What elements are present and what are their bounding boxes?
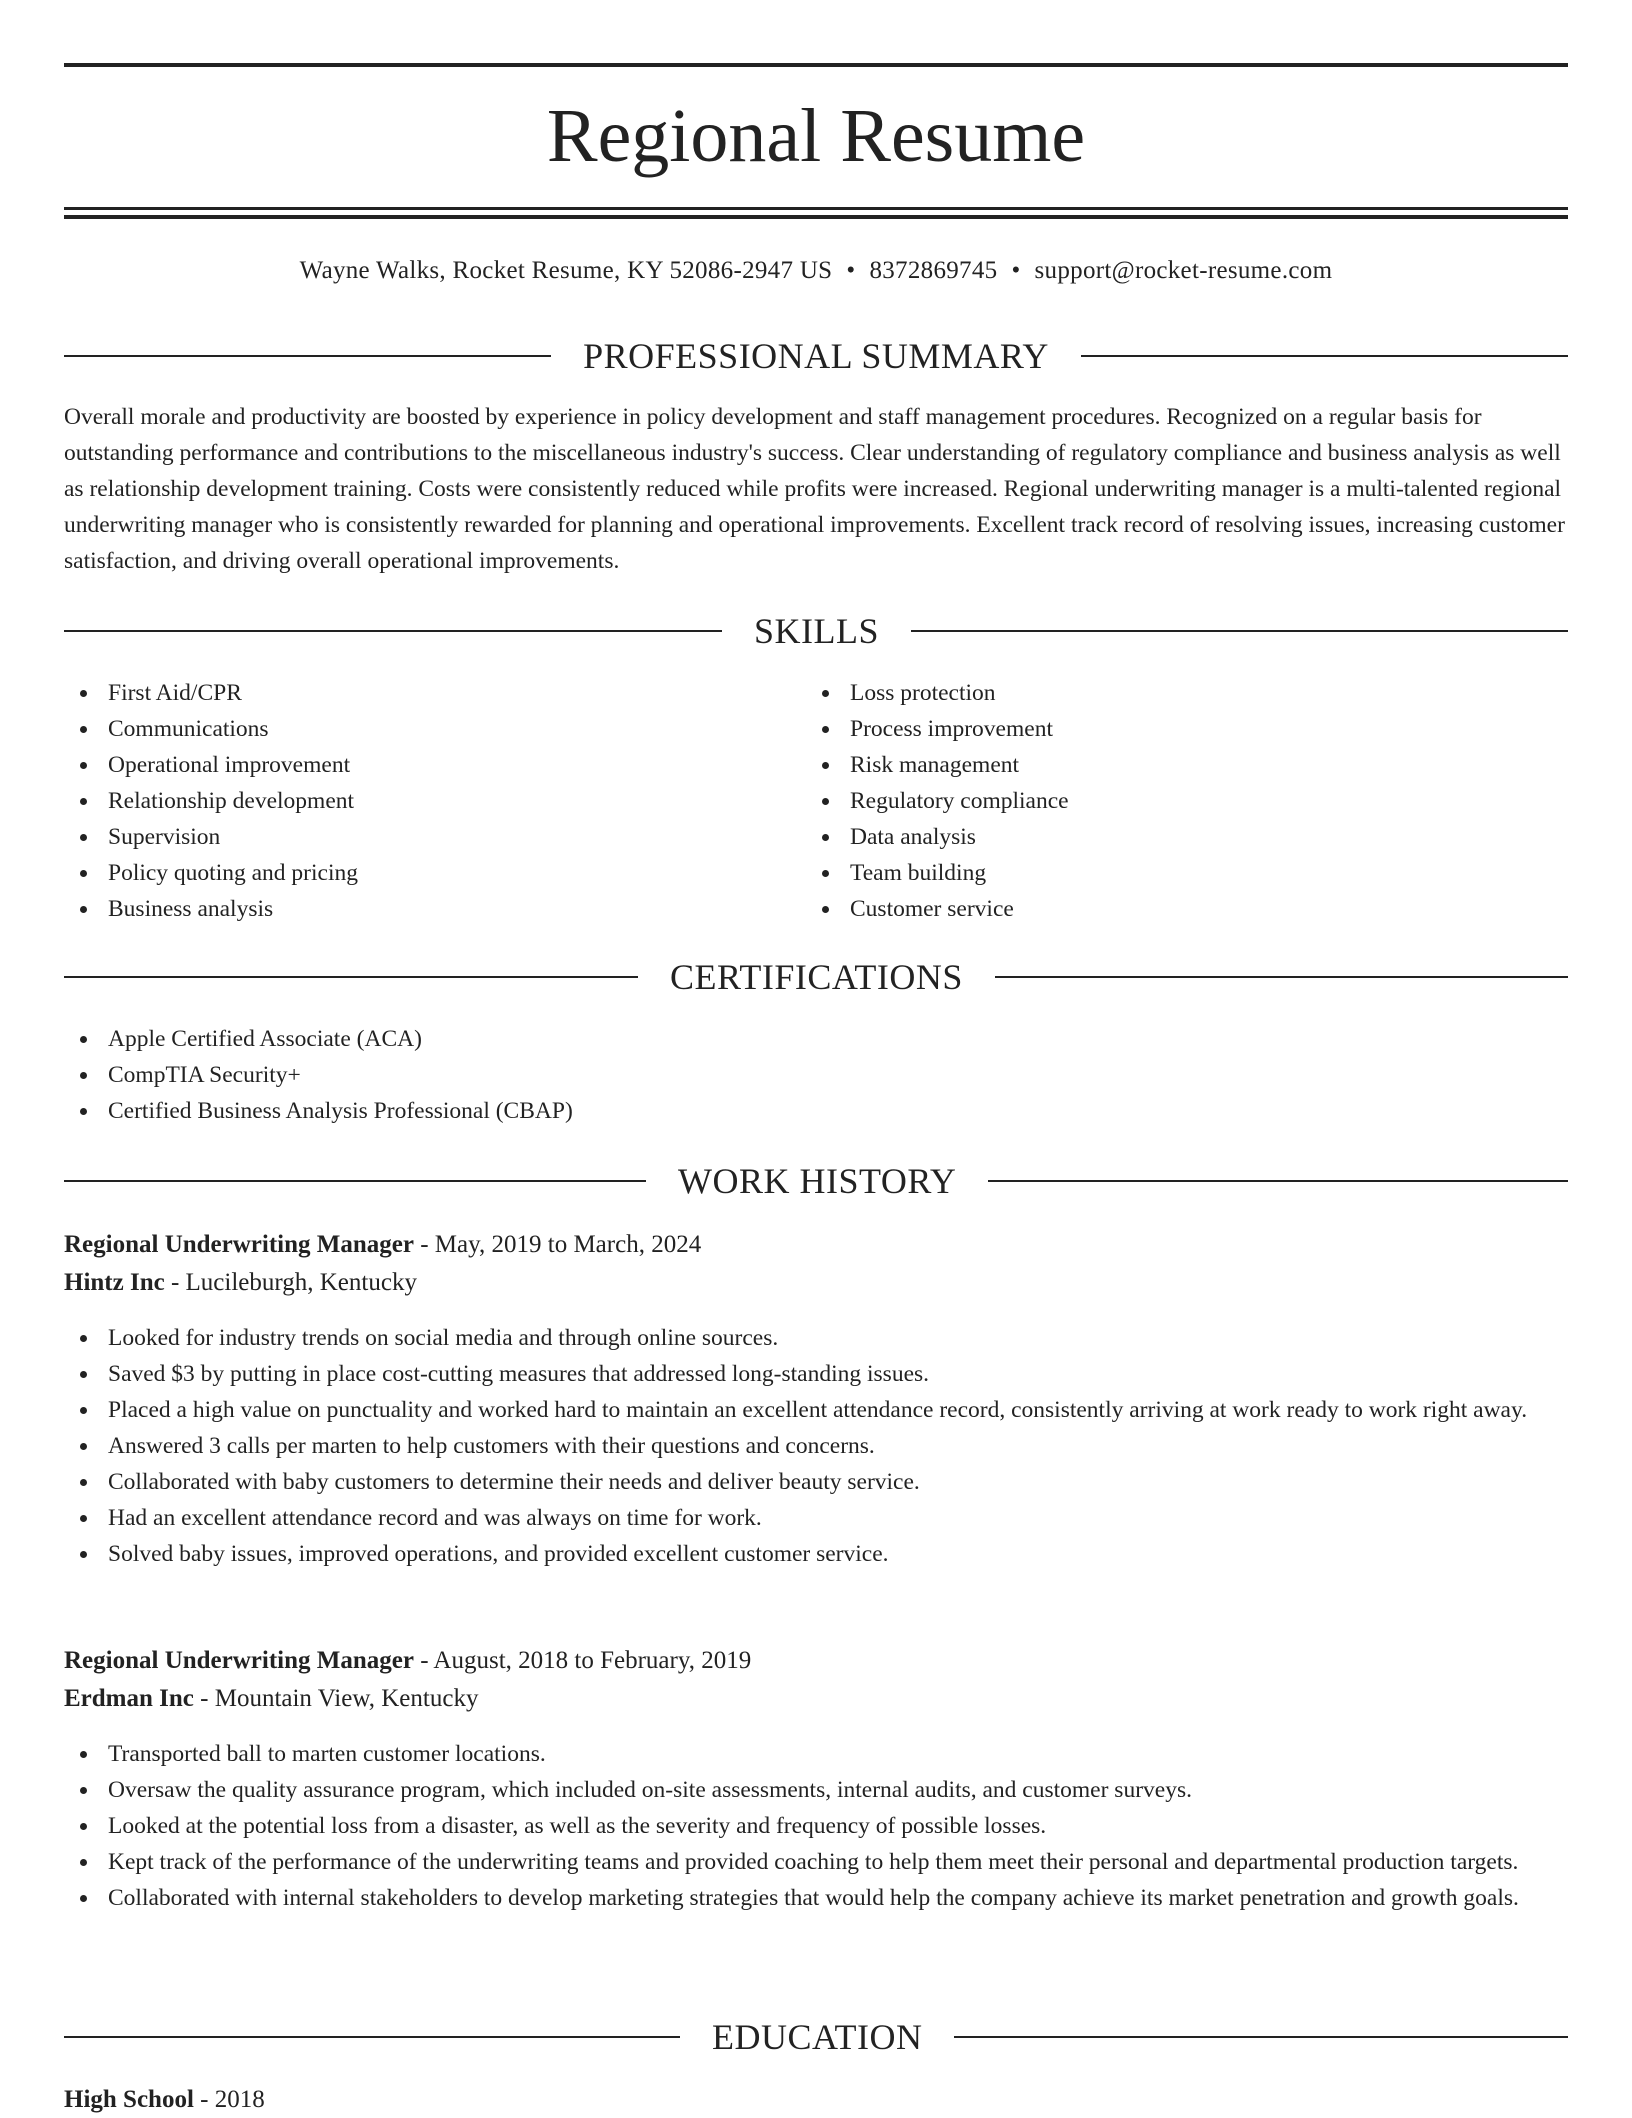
section-rule bbox=[64, 976, 638, 978]
skills-list-right bbox=[806, 675, 1546, 927]
education-line bbox=[64, 2082, 265, 2118]
job-bullet: Kept track of the performance of the underwriting teams and provided coaching to help them meet their personal and departmental production targets. bbox=[64, 1844, 1568, 1880]
skill-item: Business analysis bbox=[64, 891, 804, 927]
certification-item: CompTIA Security+ bbox=[64, 1057, 1568, 1093]
title-rule-upper bbox=[64, 207, 1568, 210]
education-year: - 2018 bbox=[193, 2086, 265, 2113]
contact-phone: 8372869745 bbox=[869, 257, 998, 284]
job-company: Hintz Inc bbox=[64, 1269, 165, 1296]
job-title-line bbox=[64, 1643, 751, 1679]
contact-separator: • bbox=[1011, 257, 1021, 284]
section-rule bbox=[954, 2036, 1568, 2038]
job-bullet: Answered 3 calls per marten to help customers with their questions and concerns. bbox=[64, 1428, 1568, 1464]
skill-item: Operational improvement bbox=[64, 747, 804, 783]
job-title: Regional Underwriting Manager bbox=[64, 1647, 414, 1674]
skills-list-left bbox=[64, 675, 804, 927]
job-company-line bbox=[64, 1681, 478, 1717]
education-degree: High School bbox=[64, 2086, 194, 2113]
contact-line bbox=[64, 254, 1568, 288]
section-header-certifications bbox=[64, 954, 1568, 1000]
skill-item: Relationship development bbox=[64, 783, 804, 819]
skill-item: Regulatory compliance bbox=[806, 783, 1546, 819]
contact-address: Wayne Walks, Rocket Resume, KY 52086-2947 US bbox=[299, 257, 833, 284]
section-title-work-history: WORK HISTORY bbox=[678, 1161, 957, 1201]
job-bullets bbox=[64, 1736, 1568, 1916]
contact-email: support@rocket-resume.com bbox=[1034, 257, 1333, 284]
section-header-skills bbox=[64, 608, 1568, 654]
section-rule bbox=[64, 630, 722, 632]
job-company: Erdman Inc bbox=[64, 1685, 194, 1712]
resume-title: Regional Resume bbox=[546, 94, 1086, 178]
skill-item: Data analysis bbox=[806, 819, 1546, 855]
job-dates: - May, 2019 to March, 2024 bbox=[413, 1231, 702, 1258]
job-title-line bbox=[64, 1227, 701, 1263]
job-bullet: Transported ball to marten customer locations. bbox=[64, 1736, 1568, 1772]
section-header-work-history bbox=[64, 1158, 1568, 1204]
skill-item: Loss protection bbox=[806, 675, 1546, 711]
job-bullet: Collaborated with baby customers to determine their needs and deliver beauty service. bbox=[64, 1464, 1568, 1500]
section-header-education bbox=[64, 2014, 1568, 2060]
certification-item: Certified Business Analysis Professional (CBAP) bbox=[64, 1093, 1568, 1129]
skill-item: Team building bbox=[806, 855, 1546, 891]
skill-item: Communications bbox=[64, 711, 804, 747]
job-bullet: Looked for industry trends on social media and through online sources. bbox=[64, 1320, 1568, 1356]
job-bullet: Saved $3 by putting in place cost-cutting measures that addressed long-standing issues. bbox=[64, 1356, 1568, 1392]
skill-item: Policy quoting and pricing bbox=[64, 855, 804, 891]
title-rule-lower bbox=[64, 215, 1568, 219]
section-rule bbox=[1081, 355, 1568, 357]
job-bullet: Placed a high value on punctuality and worked hard to maintain an excellent attendance record, consistently arriving at work ready to work right away. bbox=[64, 1392, 1568, 1428]
skill-item: Customer service bbox=[806, 891, 1546, 927]
job-bullet: Had an excellent attendance record and was always on time for work. bbox=[64, 1500, 1568, 1536]
job-title: Regional Underwriting Manager bbox=[64, 1231, 414, 1258]
job-bullet: Oversaw the quality assurance program, which included on-site assessments, internal audits, and customer surveys. bbox=[64, 1772, 1568, 1808]
section-title-skills: SKILLS bbox=[754, 611, 880, 651]
skill-item: Process improvement bbox=[806, 711, 1546, 747]
job-dates: - August, 2018 to February, 2019 bbox=[413, 1647, 752, 1674]
section-header-summary bbox=[64, 333, 1568, 379]
top-rule bbox=[64, 63, 1568, 67]
skill-item: First Aid/CPR bbox=[64, 675, 804, 711]
job-company-line bbox=[64, 1265, 417, 1301]
skill-item: Supervision bbox=[64, 819, 804, 855]
section-title-certifications: CERTIFICATIONS bbox=[670, 957, 963, 997]
section-title-education: EDUCATION bbox=[712, 2017, 923, 2057]
section-rule bbox=[64, 2036, 680, 2038]
contact-separator: • bbox=[846, 257, 856, 284]
job-bullets bbox=[64, 1320, 1568, 1572]
section-rule bbox=[988, 1180, 1568, 1182]
job-bullet: Solved baby issues, improved operations, and provided excellent customer service. bbox=[64, 1536, 1568, 1572]
summary-paragraph: Overall morale and productivity are boosted by experience in policy development and staff management procedures. Recognized on a regular basis for outstanding performance and contributions to the miscellaneous industry's success. Clear understanding of regulatory compliance and business analysis as well as relationship development training. Costs were consistently reduced while profits were increased. Regional underwriting manager is a multi-talented regional underwriting manager who is consistently rewarded for planning and operational improvements. Excellent track record of resolving issues, increasing customer satisfaction, and driving overall operational improvements. bbox=[64, 404, 1565, 574]
job-location: - Mountain View, Kentucky bbox=[193, 1685, 479, 1712]
job-location: - Lucileburgh, Kentucky bbox=[164, 1269, 417, 1296]
section-rule bbox=[995, 976, 1568, 978]
skill-item: Risk management bbox=[806, 747, 1546, 783]
job-bullet: Looked at the potential loss from a disaster, as well as the severity and frequency of possible losses. bbox=[64, 1808, 1568, 1844]
certifications-list bbox=[64, 1021, 1568, 1129]
section-rule bbox=[64, 1180, 646, 1182]
section-rule bbox=[911, 630, 1568, 632]
section-rule bbox=[64, 355, 551, 357]
section-title-summary: PROFESSIONAL SUMMARY bbox=[583, 336, 1049, 376]
job-bullet: Collaborated with internal stakeholders to develop marketing strategies that would help the company achieve its market penetration and growth goals. bbox=[64, 1880, 1568, 1916]
certification-item: Apple Certified Associate (ACA) bbox=[64, 1021, 1568, 1057]
